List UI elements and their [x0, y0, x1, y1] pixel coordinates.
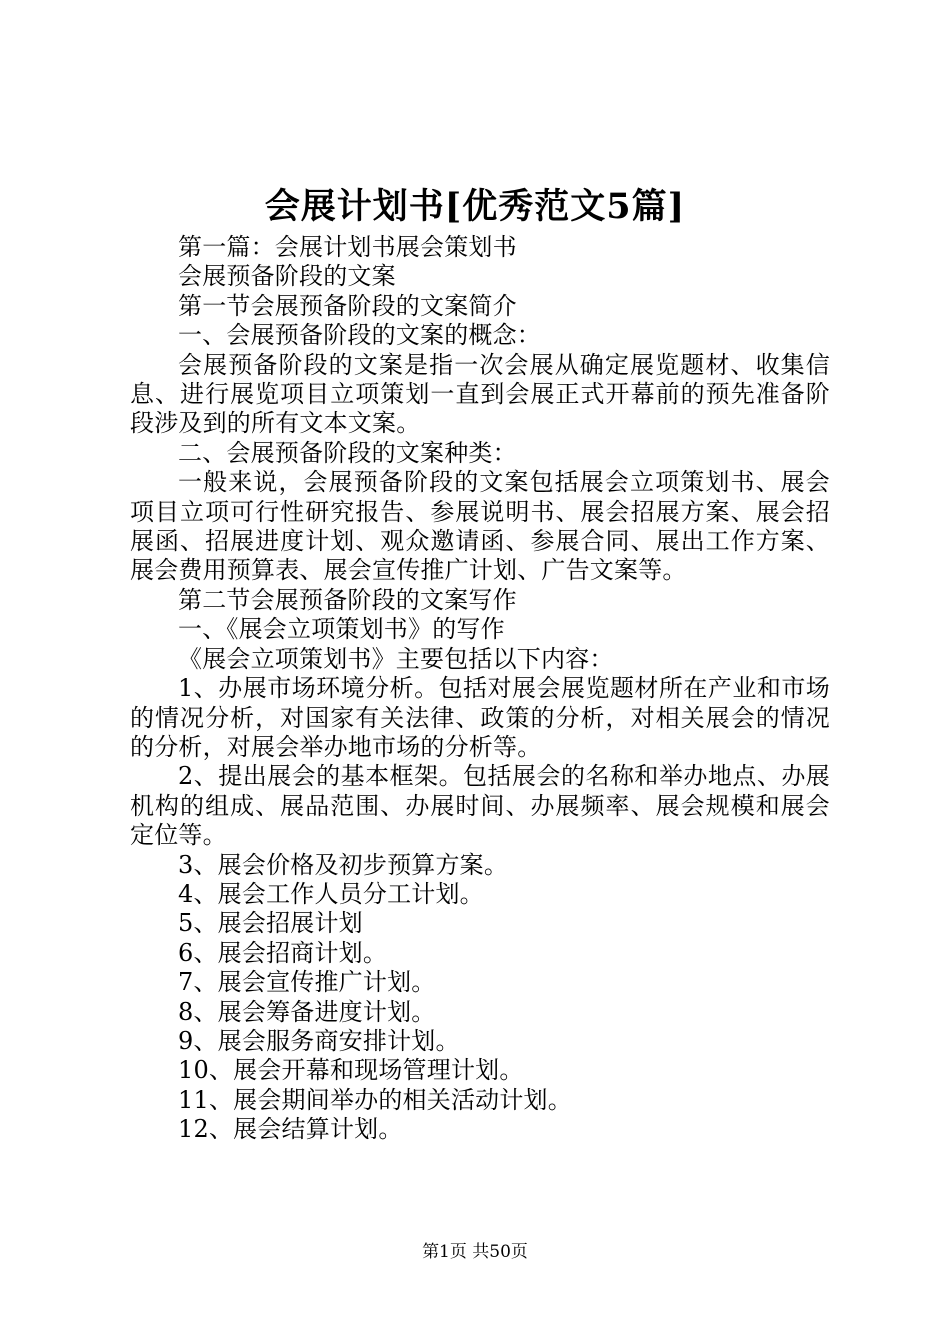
paragraph-16: 6、展会招商计划。	[178, 938, 388, 967]
paragraph-4: 一、会展预备阶段的文案的概念：	[178, 321, 541, 350]
paragraph-17: 7、展会宣传推广计划。	[178, 968, 436, 997]
paragraph-3: 第一节会展预备阶段的文案简介	[178, 291, 517, 320]
paragraph-20: 10、展会开幕和现场管理计划。	[178, 1056, 524, 1085]
paragraph-5: 会展预备阶段的文案是指一次会展从确定展览题材、收集信息、进行展览项目立项策划一直到会展正式开幕前的预先准备阶段涉及到的所有文本文案。	[130, 350, 830, 438]
paragraph-11: 1、办展市场环境分析。包括对展会展览题材所在产业和市场的情况分析，对国家有关法律、政策的分析，对相关展会的情况的分析，对展会举办地市场的分析等。	[130, 674, 830, 761]
paragraph-7: 一般来说，会展预备阶段的文案包括展会立项策划书、展会项目立项可行性研究报告、参展说明书、展会招展方案、展会招展函、招展进度计划、观众邀请函、参展合同、展出工作方案、展会费用预算表、展会宣传推广计划、广告文案等。	[130, 468, 830, 585]
paragraph-2: 会展预备阶段的文案	[178, 262, 396, 291]
paragraph-12: 2、提出展会的基本框架。包括展会的名称和举办地点、办展机构的组成、展品范围、办展时间、办展频率、展会规模和展会定位等。	[130, 762, 830, 850]
document-title: 会展计划书[优秀范文5篇]	[264, 186, 686, 227]
document-body	[130, 233, 830, 1145]
paragraph-15: 5、展会招展计划	[178, 909, 363, 938]
paragraph-14: 4、展会工作人员分工计划。	[178, 879, 484, 908]
paragraph-22: 12、展会结算计划。	[178, 1115, 403, 1144]
paragraph-13: 3、展会价格及初步预算方案。	[178, 850, 509, 879]
paragraph-10: 《展会立项策划书》主要包括以下内容：	[178, 644, 614, 673]
paragraph-8: 第二节会展预备阶段的文案写作	[178, 585, 517, 614]
page-footer: 第1页 共50页	[422, 1242, 528, 1262]
paragraph-9: 一、《展会立项策划书》的写作	[178, 615, 505, 644]
paragraph-18: 8、展会筹备进度计划。	[178, 997, 436, 1026]
paragraph-19: 9、展会服务商安排计划。	[178, 1026, 460, 1055]
paragraph-21: 11、展会期间举办的相关活动计划。	[178, 1085, 572, 1114]
paragraph-1: 第一篇：会展计划书展会策划书	[178, 233, 517, 261]
paragraph-6: 二、会展预备阶段的文案种类：	[178, 438, 517, 467]
